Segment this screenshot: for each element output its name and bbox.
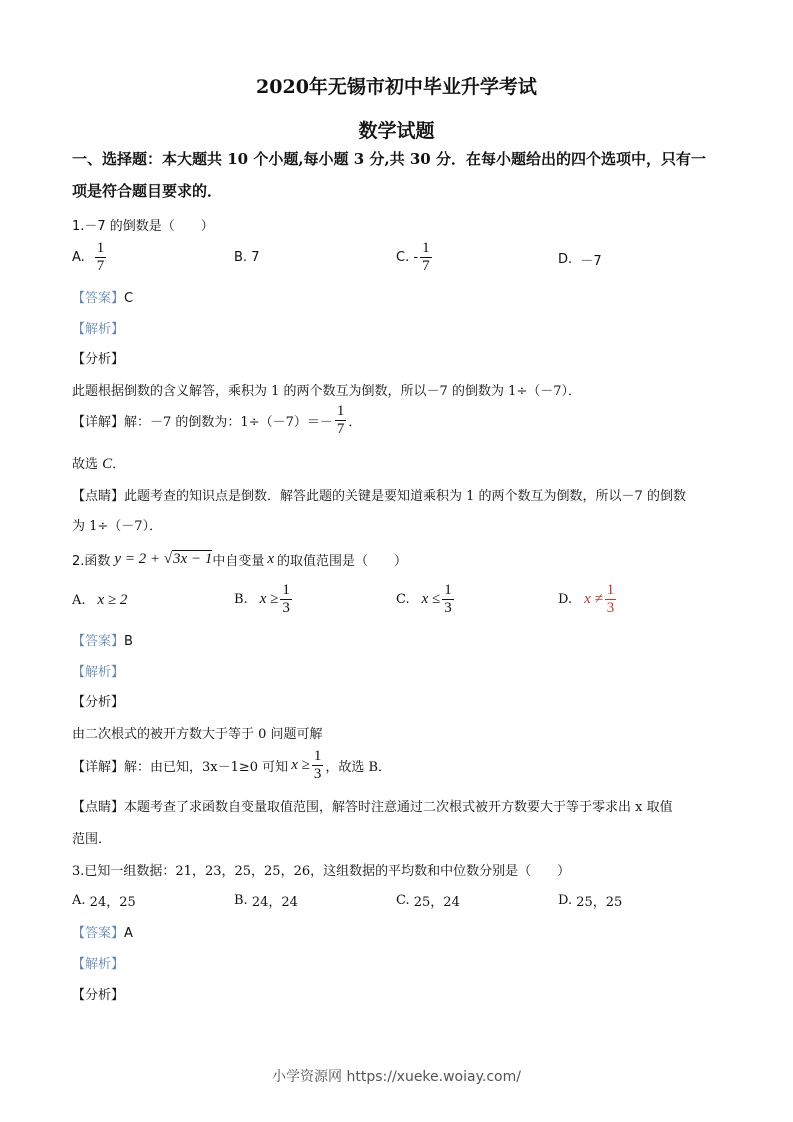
answer-label: 【答案】 — [72, 926, 125, 941]
q3-fenxi-label: 【分析】 — [72, 988, 125, 1003]
answer-value: A — [124, 926, 133, 941]
q3-answer — [72, 922, 133, 941]
q2-answer — [72, 630, 133, 649]
q1-option-c: C. - $\frac{1}{7}$ — [396, 240, 430, 275]
q3-option-c: C. 25，24 — [396, 893, 460, 910]
comment-label: 【点睛】 — [72, 489, 125, 504]
footer-link[interactable]: 小学资源网 https://xueke.woiay.com/ — [272, 1069, 521, 1085]
fraction: $\frac{1}{3}$ — [444, 582, 452, 617]
page-subtitle: 数学试题 — [358, 120, 435, 142]
answer-label: 【答案】 — [72, 634, 125, 649]
q3-analysis-label: 【解析】 — [72, 957, 125, 972]
answer-label: 【答案】 — [72, 291, 125, 306]
q3-option-b: B. 24，24 — [234, 893, 298, 910]
fraction: $\frac{1}{7}$ — [336, 403, 345, 438]
section-header-line1: 一、选择题：本大题共 10 个小题,每小题 3 分,共 30 分．在每小题给出的四个选项中，只有一 — [72, 150, 706, 168]
q3-option-d: D. 25，25 — [558, 893, 623, 910]
fraction: $\frac{1}{3}$ — [606, 582, 615, 617]
detail-text: 解：－7 的倒数为：1÷（－7）＝－ — [124, 415, 333, 431]
q2-option-d: D. x ≠ $\frac{1}{3}$ — [558, 582, 615, 617]
option-label: C. — [396, 250, 410, 266]
fraction: $\frac{1}{3}$ — [313, 748, 322, 783]
q2-fenxi-label: 【分析】 — [72, 695, 125, 710]
q1-conclusion: 故选 C． — [72, 456, 126, 472]
detail-label: 【详解】 — [72, 415, 125, 431]
option-label: B. — [234, 250, 248, 265]
q3-option-a: A. 24，25 — [72, 893, 136, 910]
q2-fenxi-text: 由二次根式的被开方数大于等于 0 问题可解 — [72, 727, 323, 742]
q1-analysis-label: 【解析】 — [72, 322, 125, 337]
option-label: D. — [558, 252, 573, 267]
q1-option-a — [72, 240, 108, 276]
fraction: $\frac{1}{7}$ — [422, 240, 430, 275]
q1-stem: 1.－7 的倒数是（ ） — [72, 219, 214, 234]
q2-analysis-label: 【解析】 — [72, 665, 125, 680]
q1-comment-line2: 为 1÷（－7）． — [72, 519, 163, 534]
option-label: D. — [558, 592, 573, 608]
detail-label: 【详解】 — [72, 760, 125, 776]
option-text: －7 — [580, 254, 602, 269]
q2-stem: 2.函数 y = 2 + √3x − 1 中自变量 x 的取值范围是（ ） — [72, 551, 408, 569]
page-title: 2020年无锡市初中毕业升学考试 — [256, 76, 537, 98]
option-label: B. — [234, 592, 248, 608]
q2-comment-line2: 范围． — [72, 832, 112, 847]
q1-comment-line1: 【点睛】此题考查的知识点是倒数．解答此题的关键是要知道乘积为 1 的两个数互为倒数，所以－7 的倒数 — [72, 489, 686, 504]
q3-stem: 3.已知一组数据：21，23，25，25，26，这组数据的平均数和中位数分别是（ ） — [72, 864, 571, 879]
q1-answer — [72, 287, 133, 306]
q1-option-b — [234, 250, 259, 265]
q2-detail: 【详解】 解：由已知，3x－1≥0 可知 x ≥ $\frac{1}{3}$ ，故选 B． — [72, 748, 392, 783]
q1-fenxi-label: 【分析】 — [72, 352, 125, 367]
fraction: $\frac{1}{3}$ — [282, 582, 290, 617]
q1-detail: 【详解】 解：－7 的倒数为：1÷（－7）＝－ $\frac{1}{7}$ ． — [72, 403, 362, 438]
option-label: C. — [396, 592, 410, 608]
option-label: A. — [72, 250, 85, 266]
answer-value: C — [124, 291, 134, 306]
comment-label: 【点睛】 — [72, 800, 125, 815]
q1-fenxi-text: 此题根据倒数的含义解答，乘积为 1 的两个数互为倒数，所以－7 的倒数为 1÷（－7）． — [72, 384, 582, 399]
option-text: 7 — [251, 250, 260, 265]
function-equation: y = 2 + √3x − 1 — [114, 551, 213, 567]
q1-option-d — [558, 250, 602, 269]
fraction: $\frac{1}{7}$ — [96, 240, 105, 275]
q2-option-b: B. x ≥ $\frac{1}{3}$ — [234, 582, 290, 617]
q2-option-a: A. x ≥ 2 — [72, 592, 128, 608]
option-label: A. — [72, 593, 86, 608]
answer-value: B — [124, 634, 133, 649]
section-header-line2: 项是符合题目要求的． — [72, 182, 223, 200]
q2-option-c: C. x ≤ $\frac{1}{3}$ — [396, 582, 452, 617]
q2-comment-line1: 【点睛】本题考查了求函数自变量取值范围，解答时注意通过二次根式被开方数要大于等于零求出 x 取值 — [72, 800, 673, 815]
